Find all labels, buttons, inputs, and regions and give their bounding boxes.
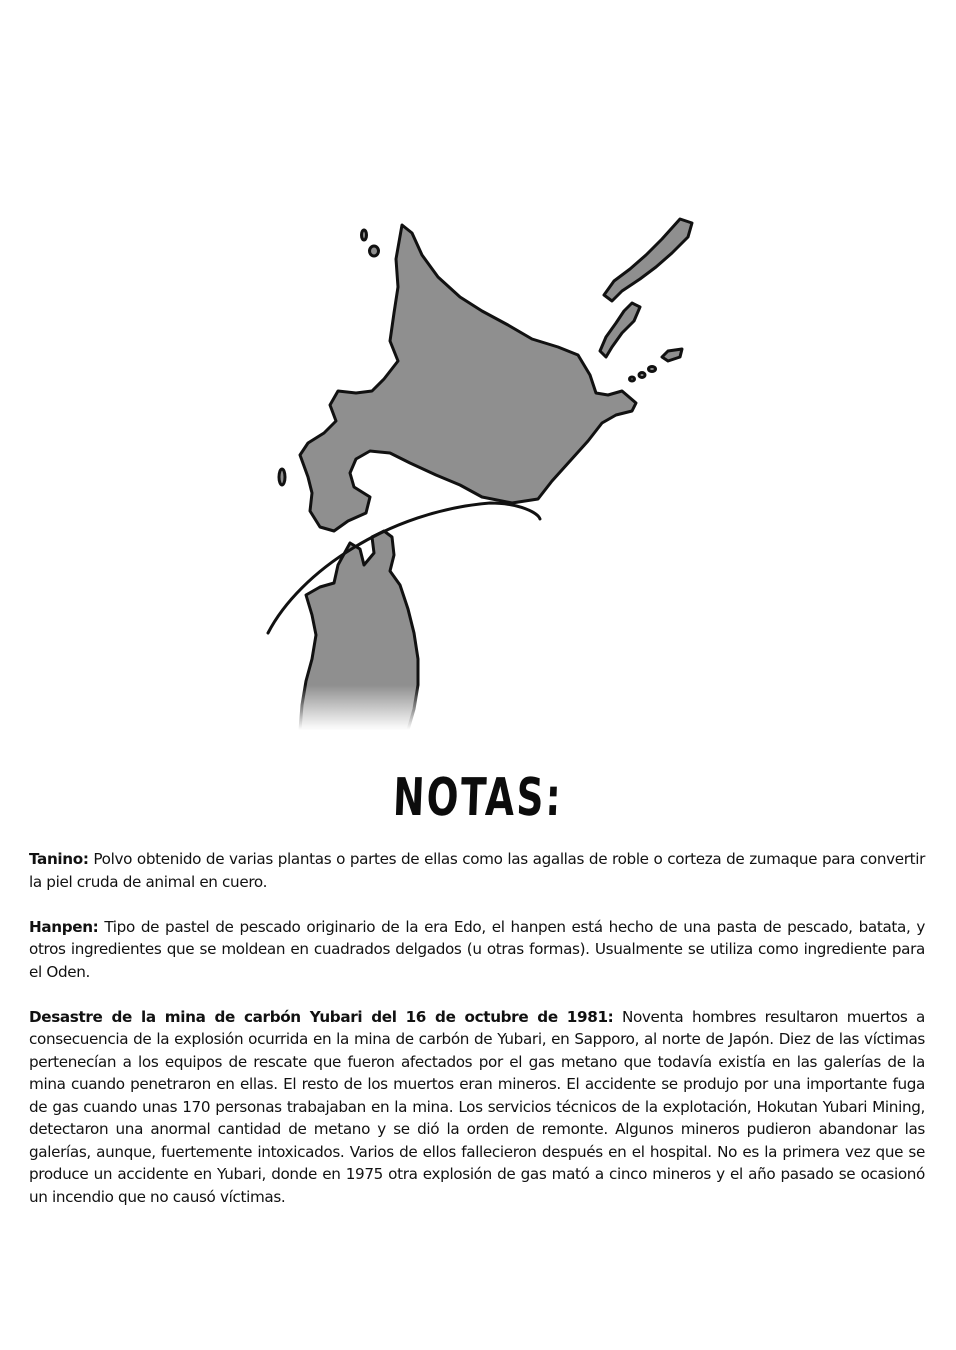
note-term: Desastre de la mina de carbón Yubari del 16 de octubre de 1981: <box>29 1007 614 1026</box>
kuril-islet-3 <box>630 377 635 381</box>
notes-section <box>29 848 925 1231</box>
rebun-island <box>362 230 367 240</box>
note-hanpen <box>29 916 925 984</box>
rishiri-island <box>370 246 379 256</box>
note-text: Noventa hombres resultaron muertos a consecuencia de la explosión ocurrida en la mina de carbón de Yubari, en Sapporo, al norte de Japón. Diez de las víctimas pertenecían a los equipos de rescate que fueron afectados por el gas metano que todavía existía en las galerías de la mina cuando penetraron en ellas. El resto de los muertos eran mineros. El accidente se produjo por una importante fuga de gas cuando unas 170 personas trabajaban en la mina. Los servicios técnicos de la explotación, Hokutan Yubari Mining, detectaron una anormal cantidad de metano y se dió la orden de remonte. Algunos mineros pudieron abandonar las galerías, aunque, fuertemente intoxicados. Varios de ellos fallecieron después en el hospital. No es la primera vez que se produce un accidente en Yubari, donde en 1975 otra explosión de gas mató a cinco mineros y el año pasado se ocasionó un incendio que no causó víctimas. <box>29 1007 925 1206</box>
hokkaido-island <box>300 225 636 531</box>
note-text: Tipo de pastel de pescado originario de la era Edo, el hanpen está hecho de una pasta de pescado, batata, y otros ingredientes que se moldean en cuadrados delgados (u otras formas). Usualmente se utiliza como ingrediente para el Oden. <box>29 917 926 981</box>
map-bottom-fade <box>290 685 430 730</box>
kuril-islet-1 <box>649 367 656 372</box>
kuril-islet-2 <box>639 373 645 378</box>
okushiri-island <box>279 469 285 485</box>
page-title: NOTAS: <box>392 768 564 828</box>
note-tanino <box>29 848 925 893</box>
note-term: Tanino: <box>29 850 89 868</box>
note-yubari-disaster <box>29 1006 925 1209</box>
note-term: Hanpen: <box>29 917 99 936</box>
kuril-island-large <box>604 219 692 301</box>
japan-map-illustration <box>260 215 710 730</box>
kuril-island-middle <box>600 303 640 357</box>
kuril-island-small <box>662 349 682 361</box>
note-text: Polvo obtenido de varias plantas o partes de ellas como las agallas de roble o corteza de zumaque para convertir la piel cruda de animal en cuero. <box>29 850 925 891</box>
